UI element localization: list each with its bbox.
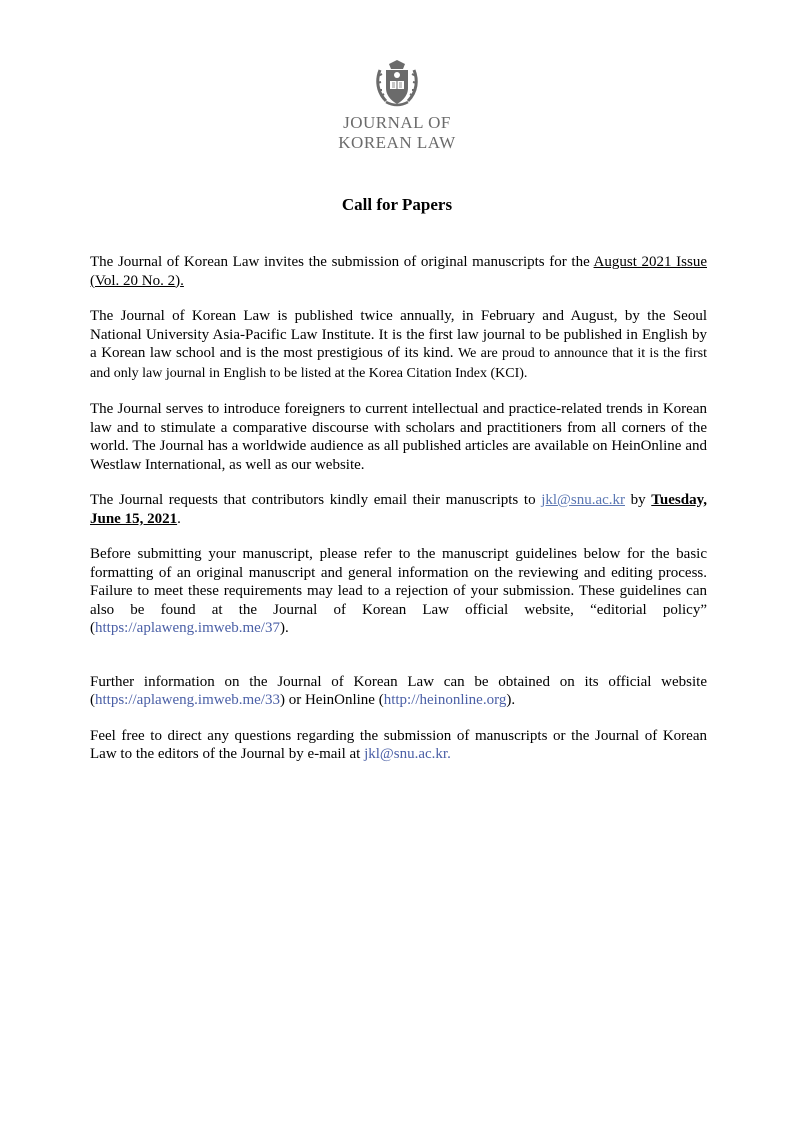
deadline-by: by — [625, 492, 652, 508]
invitation-text: The Journal of Korean Law invites the submission of original manuscripts for the — [90, 254, 594, 270]
paragraph-guidelines — [90, 545, 707, 638]
contact-end: . — [447, 746, 451, 762]
paragraph-deadline — [90, 491, 707, 528]
guidelines-end: ). — [279, 620, 289, 636]
publication-text: The Journal of Korean Law is published twice annually, in February and August, by the Seoul National University Asia-Pacific Law Institute. It is the first law journal to be published in English by a Korean law school and is the most prestigious of its kind. — [90, 308, 707, 361]
further-info-mid: ) or HeinOnline ( — [279, 692, 384, 708]
deadline-text: The Journal requests that contributors kindly email their manuscripts to — [90, 492, 542, 508]
deadline-end: . — [177, 510, 181, 527]
submission-email-link[interactable]: jkl@snu.ac.kr — [541, 492, 625, 508]
page-title: Call for Papers — [341, 195, 453, 214]
issue-reference: August 2021 Issue (Vol. 20 No. 2) — [90, 254, 707, 289]
logo-line-1: JOURNAL OF — [343, 113, 451, 132]
paragraph-purpose: The Journal serves to introduce foreigners to current intellectual and practice-related trends in Korean law and to stimulate a comparative discourse with scholars and practitioners from all corners of the world. The Journal has a worldwide audience as all published articles are available on HeinOnline and Westlaw International, as well as our website. — [90, 401, 707, 473]
editorial-policy-link[interactable]: https://aplaweng.imweb.me/37 — [95, 620, 280, 636]
contact-text: Feel free to direct any questions regarding the submission of manuscripts or the Journal of Korean Law to the editors of the Journal by e-mail at — [90, 727, 707, 762]
contact-email-link[interactable]: jkl@snu.ac.kr — [364, 746, 448, 762]
deadline-date: June 15, 2021 — [90, 510, 178, 527]
further-info-end: ). — [506, 692, 516, 708]
further-info-text: Further information on the Journal of Korean Law can be obtained on its official website ( — [90, 673, 707, 708]
logo-line-2: KOREAN LAW — [338, 133, 456, 152]
paragraph-further-info — [90, 673, 707, 710]
heinonline-link[interactable]: http://heinonline.org — [383, 692, 507, 708]
deadline-day: Tuesday, — [651, 492, 707, 508]
guidelines-text: Before submitting your manuscript, please refer to the manuscript guidelines below for the basic formatting of an original manuscript and general information on the reviewing and editing process. Failure to meet these requirements may lead to a rejection of your submission. These guidelines can also be found at the Journal of Korean Law official website, “editorial policy” ( — [90, 546, 707, 636]
invitation-end: . — [180, 272, 184, 289]
paragraph-publication — [90, 307, 707, 383]
paragraph-contact — [90, 727, 707, 764]
kci-announcement: We are proud to announce that it is the first and only law journal in English to be listed at the Korea Citation Index (KCI). — [90, 346, 707, 381]
university-seal-icon — [372, 58, 422, 108]
paragraph-invitation — [90, 253, 707, 290]
document-body — [90, 253, 707, 781]
journal-logo — [0, 58, 794, 153]
official-website-link[interactable]: https://aplaweng.imweb.me/33 — [95, 692, 280, 708]
